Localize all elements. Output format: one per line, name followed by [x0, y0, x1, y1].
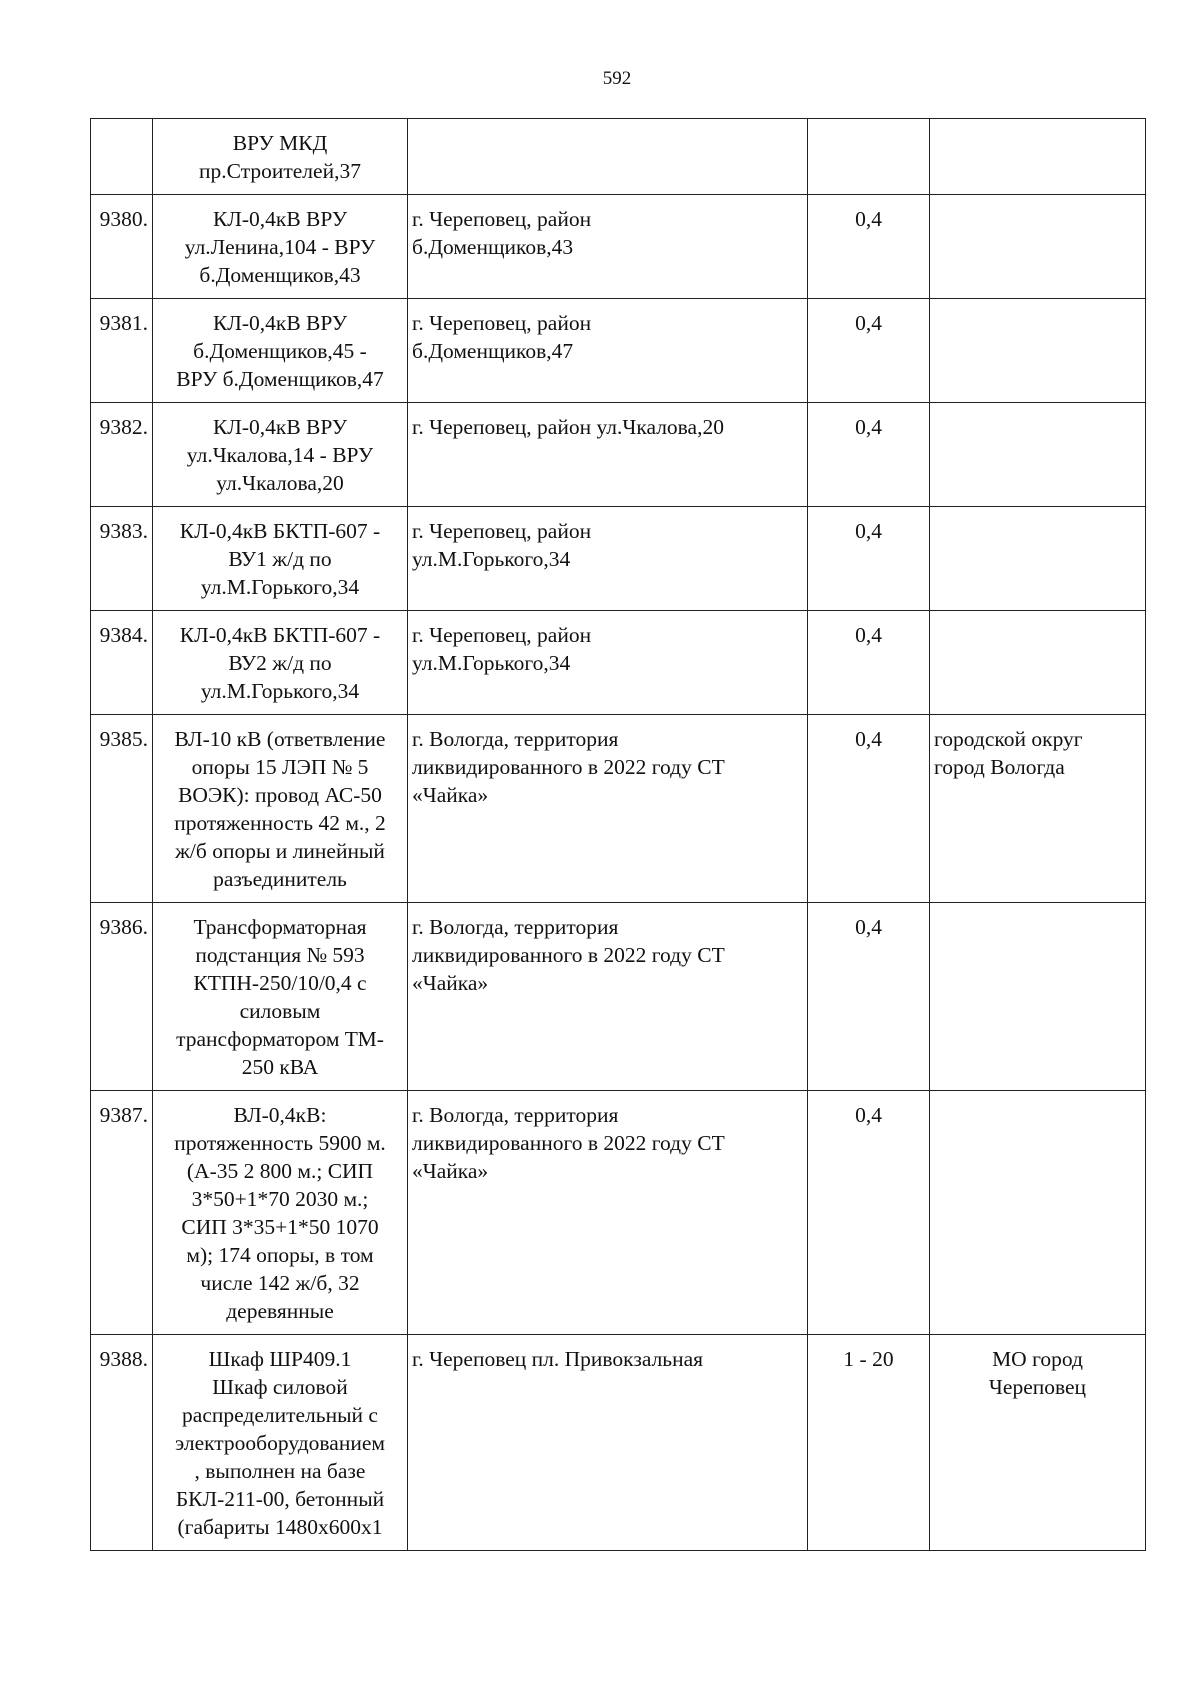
object-name: КЛ-0,4кВ БКТП-607 - ВУ2 ж/д по ул.М.Горького,34 — [153, 611, 408, 715]
voltage-value: 0,4 — [808, 611, 930, 715]
table-row — [91, 195, 1146, 299]
row-number — [91, 119, 153, 195]
object-name: ВРУ МКД пр.Строителей,37 — [153, 119, 408, 195]
voltage-value: 0,4 — [808, 403, 930, 507]
owner-cell — [930, 299, 1146, 403]
row-number: 9384. — [91, 611, 153, 715]
owner-cell — [930, 507, 1146, 611]
object-name: Трансформаторная подстанция № 593 КТПН-250/10/0,4 с силовым трансформатором ТМ- 250 кВА — [153, 903, 408, 1091]
table-row — [91, 299, 1146, 403]
object-name: ВЛ-0,4кВ: протяженность 5900 м. (А-35 2 800 м.; СИП 3*50+1*70 2030 м.; СИП 3*35+1*50 1070 м); 174 опоры, в том числе 142 ж/б, 32 деревянные — [153, 1091, 408, 1335]
row-number: 9386. — [91, 903, 153, 1091]
object-address: г. Череповец, район ул.М.Горького,34 — [408, 611, 808, 715]
row-number: 9385. — [91, 715, 153, 903]
object-address: г. Вологда, территория ликвидированного в 2022 году СТ «Чайка» — [408, 1091, 808, 1335]
voltage-value: 0,4 — [808, 903, 930, 1091]
object-address: г. Череповец пл. Привокзальная — [408, 1335, 808, 1551]
object-name: КЛ-0,4кВ ВРУ ул.Ленина,104 - ВРУ б.Доменщиков,43 — [153, 195, 408, 299]
object-name: Шкаф ШР409.1 Шкаф силовой распределительный с электрооборудованием , выполнен на базе БКЛ-211-00, бетонный (габариты 1480х600х1 — [153, 1335, 408, 1551]
owner-cell: МО город Череповец — [930, 1335, 1146, 1551]
row-number: 9382. — [91, 403, 153, 507]
table-row — [91, 1335, 1146, 1551]
object-address: г. Череповец, район ул.М.Горького,34 — [408, 507, 808, 611]
row-number: 9388. — [91, 1335, 153, 1551]
owner-cell — [930, 611, 1146, 715]
object-name: КЛ-0,4кВ БКТП-607 - ВУ1 ж/д по ул.М.Горького,34 — [153, 507, 408, 611]
owner-cell — [930, 195, 1146, 299]
page-number: 592 — [602, 68, 632, 89]
owner-cell — [930, 119, 1146, 195]
voltage-value: 0,4 — [808, 507, 930, 611]
voltage-value — [808, 119, 930, 195]
object-address: г. Череповец, район б.Доменщиков,43 — [408, 195, 808, 299]
owner-cell: городской округ город Вологда — [930, 715, 1146, 903]
table-row — [91, 403, 1146, 507]
object-address: г. Вологда, территория ликвидированного в 2022 году СТ «Чайка» — [408, 715, 808, 903]
voltage-value: 0,4 — [808, 715, 930, 903]
object-name: ВЛ-10 кВ (ответвление опоры 15 ЛЭП № 5 ВОЭК): провод АС-50 протяженность 42 м., 2 ж/б опоры и линейный разъединитель — [153, 715, 408, 903]
object-address — [408, 119, 808, 195]
voltage-value: 0,4 — [808, 299, 930, 403]
owner-cell — [930, 903, 1146, 1091]
voltage-value: 0,4 — [808, 1091, 930, 1335]
row-number: 9383. — [91, 507, 153, 611]
table-row — [91, 507, 1146, 611]
object-address: г. Вологда, территория ликвидированного в 2022 году СТ «Чайка» — [408, 903, 808, 1091]
object-name: КЛ-0,4кВ ВРУ б.Доменщиков,45 - ВРУ б.Доменщиков,47 — [153, 299, 408, 403]
row-number: 9381. — [91, 299, 153, 403]
voltage-value: 1 - 20 — [808, 1335, 930, 1551]
table-row — [91, 1091, 1146, 1335]
table-row — [91, 611, 1146, 715]
object-address: г. Череповец, район б.Доменщиков,47 — [408, 299, 808, 403]
voltage-value: 0,4 — [808, 195, 930, 299]
table-row — [91, 715, 1146, 903]
table-row — [91, 119, 1146, 195]
table-row — [91, 903, 1146, 1091]
row-number: 9387. — [91, 1091, 153, 1335]
owner-cell — [930, 1091, 1146, 1335]
object-address: г. Череповец, район ул.Чкалова,20 — [408, 403, 808, 507]
object-name: КЛ-0,4кВ ВРУ ул.Чкалова,14 - ВРУ ул.Чкалова,20 — [153, 403, 408, 507]
registry-table — [90, 118, 1146, 1551]
owner-cell — [930, 403, 1146, 507]
row-number: 9380. — [91, 195, 153, 299]
